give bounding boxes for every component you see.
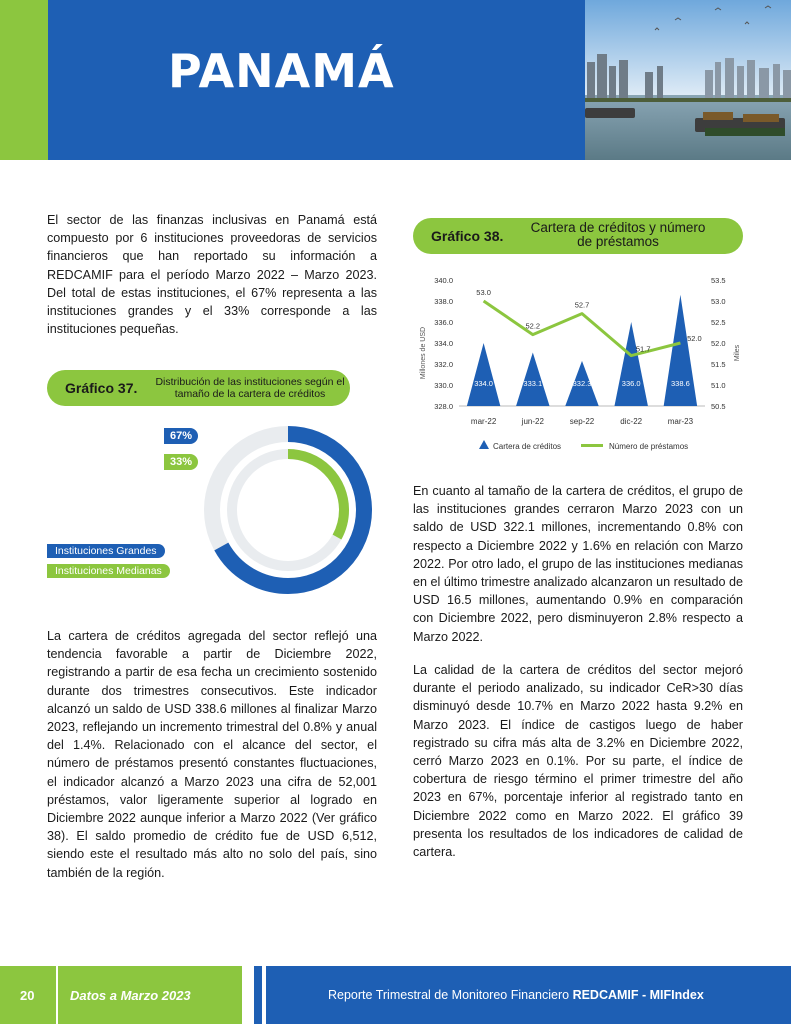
legend-prestamos-marker	[581, 444, 603, 447]
cartera-value-label: 338.6	[671, 379, 690, 388]
footer-report	[328, 988, 704, 1002]
prestamos-value-label: 52.2	[525, 321, 541, 331]
page-number: 20	[20, 988, 35, 1003]
right-tick-label: 52.5	[711, 318, 726, 327]
left-tick-label: 328.0	[434, 402, 453, 411]
legend-cartera-label: Cartera de créditos	[493, 442, 562, 451]
x-axis-labels	[471, 417, 694, 426]
cartera-value-label: 336.0	[621, 379, 641, 388]
prestamos-value-label: 53.0	[476, 288, 491, 297]
left-tick-label: 340.0	[434, 276, 453, 285]
cartera-bar	[467, 343, 500, 406]
pct-medianas-badge: 33%	[164, 454, 198, 470]
left-tick-label: 330.0	[434, 381, 453, 390]
left-tick-label: 332.0	[434, 360, 453, 369]
legend-prestamos-label: Número de préstamos	[609, 442, 689, 451]
right-tick-label: 53.0	[711, 297, 726, 306]
grafico-37-title: Distribución de las instituciones según el tamaño de la cartera de créditos	[155, 376, 345, 400]
x-tick-label: mar-23	[667, 417, 694, 426]
pct-grandes-badge: 67%	[164, 428, 198, 444]
calidad-paragraph: La calidad de la cartera de créditos del sector mejoró durante el periodo analizado, su indicador CeR>30 días disminuyó desde 10.7% en Marzo 2022 hasta 9.2% en Marzo 2023. El índice de castigos luego de haber registrado su cifra más alta de 3.2% en Diciembre 2022, cerró Marzo 2023 en 0.1%. Por su parte, el índice de cobertura de riesgo término el primer trimestre del año 2023 en 67%, porcentaje inferior al registrado tanto en Diciembre 2022 como en Marzo 2022. El gráfico 39 presenta los resultados de los indicadores de calidad de cartera.	[413, 663, 743, 860]
grafico-37-donut	[196, 418, 380, 598]
cartera-value-label: 333.1	[523, 379, 543, 388]
left-tick-label: 334.0	[434, 339, 453, 348]
right-tick-label: 52.0	[711, 339, 726, 348]
right-tick-label: 50.5	[711, 402, 726, 411]
x-tick-label: mar-22	[470, 417, 497, 426]
cartera-bar	[614, 322, 647, 406]
footer-brand: REDCAMIF - MIFIndex	[572, 988, 704, 1002]
right-tick-label: 51.0	[711, 381, 726, 390]
panama-skyline-photo	[585, 0, 791, 160]
x-tick-label: sep-22	[569, 417, 595, 426]
prestamos-line	[476, 288, 701, 356]
prestamos-value-label: 52.0	[687, 334, 702, 343]
prestamos-value-label: 52.7	[574, 300, 590, 310]
intro-paragraph: El sector de las finanzas inclusivas en Panamá está compuesto por 6 instituciones proveedoras de servicios financieros que han reportado su información a REDCAMIF para el período Marzo 2022 – Marzo 2023. Del total de estas instituciones, el 67% representa a las instituciones grandes y el 33% corresponde a las instituciones pequeñas.	[47, 213, 377, 337]
right-axis	[711, 276, 726, 411]
cartera-bar	[664, 295, 697, 406]
cartera-value-label: 334.0	[474, 379, 493, 388]
y-right-axis-title: Miles	[734, 344, 741, 362]
y-left-axis-title: Millones de USD	[420, 326, 427, 380]
x-tick-label: dic-22	[620, 417, 643, 426]
header-green-band	[0, 0, 48, 160]
footer-divider	[254, 966, 262, 1024]
legend-cartera-marker	[479, 440, 489, 449]
page-title: PANAMÁ	[168, 44, 395, 98]
grafico-38-chart	[413, 268, 753, 463]
legend-grandes: Instituciones Grandes	[47, 544, 165, 558]
prestamos-value-label: 51.7	[635, 344, 651, 354]
cartera-value-label: 332.3	[572, 379, 592, 388]
right-tick-label: 51.5	[711, 360, 726, 369]
left-tick-label: 336.0	[434, 318, 453, 327]
x-tick-label: jun-22	[521, 417, 544, 426]
right-tick-label: 53.5	[711, 276, 726, 285]
footer-report-text: Reporte Trimestral de Monitoreo Financiero	[328, 988, 570, 1002]
left-tick-label: 338.0	[434, 297, 453, 306]
grafico-37-label: Gráfico 37.	[65, 380, 138, 396]
tamano-paragraph: En cuanto al tamaño de la cartera de créditos, el grupo de las instituciones grandes cerraron Marzo 2023 con un saldo de USD 322.1 millones, incrementando 0.8% con respecto a Diciembre 2022 y 1.6% en relación con Marzo 2022. Por otro lado, el grupo de las instituciones medianas en el último trimestre analizado alcanzaron un resultado de USD 16.5 millones, aumentando 0.9% en comparación con Diciembre 2022, pero disminuyeron 2.8% respecto a Marzo 2022.	[413, 484, 743, 644]
cartera-paragraph: La cartera de créditos agregada del sector reflejó una tendencia favorable a partir de Diciembre 2022, registrando a partir de esa fecha un crecimiento sostenido durante dos trimestres consecutivos. Este indicador alcanzó un saldo de USD 338.6 millones al finalizar Marzo 2023, reflejando un incremento trimestral del 0.8% y anual del 1.4%. Relacionado con el alcance del sector, el número de préstamos presentó constantes fluctuaciones, el indicador alcanzó a Marzo 2023 una cifra de 52,001 préstamos, valor ligeramente superior al logrado en Diciembre 2022 aunque inferior a Marzo 2022 (Ver gráfico 38). El saldo promedio de crédito fue de USD 6,512, siendo este el resultado más alto no solo del país, sino también de la región.	[47, 629, 377, 880]
legend-medianas: Instituciones Medianas	[47, 564, 170, 578]
grafico-38-title: Cartera de créditos y número de préstamos	[530, 220, 706, 249]
grafico-38-label: Gráfico 38.	[431, 228, 504, 244]
footer-date: Datos a Marzo 2023	[70, 988, 191, 1003]
grafico-38-header	[413, 218, 743, 254]
grafico-37-header	[47, 370, 350, 406]
